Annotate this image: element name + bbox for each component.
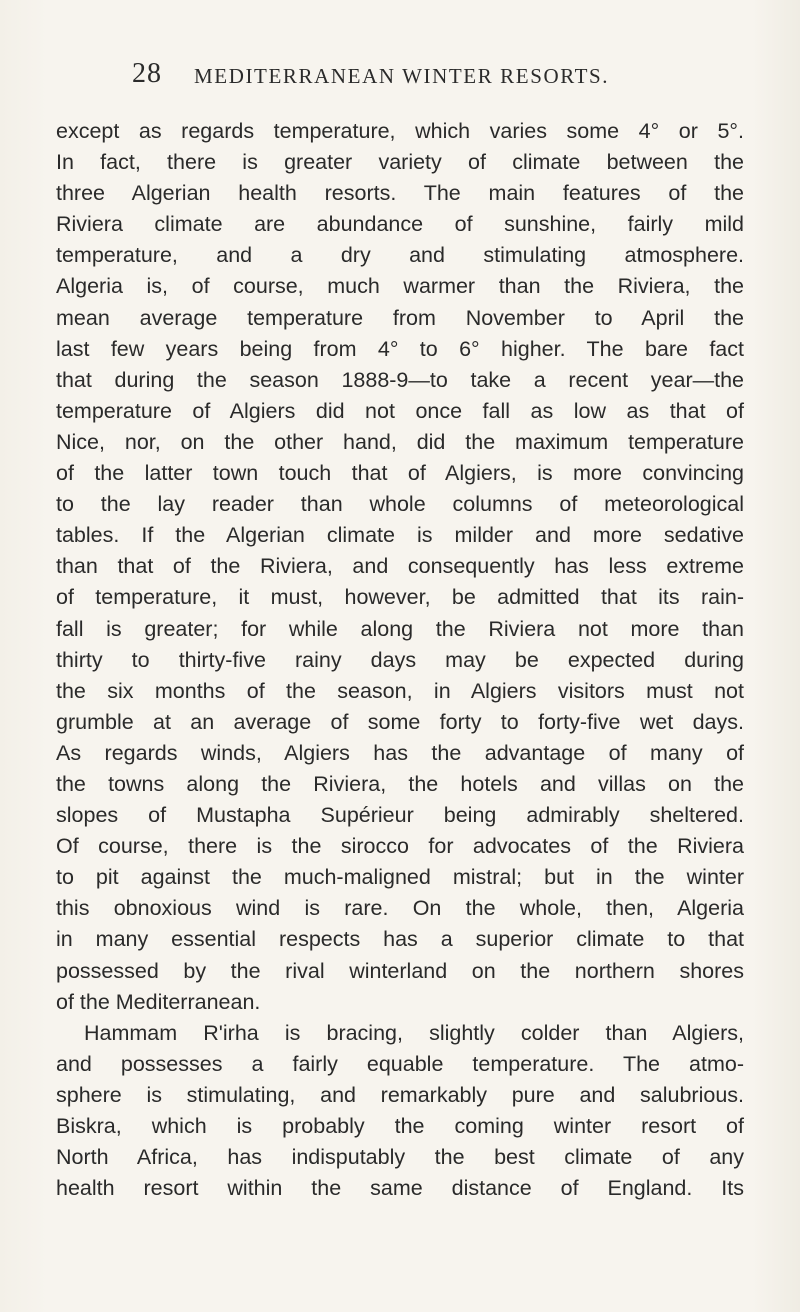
- text-line: that during the season 1888-9—to take a recent year—the: [56, 367, 744, 392]
- paragraph-start-line: Hammam R'irha is bracing, slightly colder than Algiers,: [84, 1020, 744, 1045]
- paragraph-end-line: of the Mediterranean.: [56, 989, 261, 1014]
- text-line: last few years being from 4° to 6° higher. The bare fact: [56, 336, 744, 361]
- text-line: thirty to thirty-five rainy days may be expected during: [56, 647, 744, 672]
- text-line: tables. If the Algerian climate is milder and more sedative: [56, 523, 744, 548]
- text-line: In fact, there is greater variety of climate between the: [56, 150, 744, 175]
- text-line: of temperature, it must, however, be admitted that its rain-: [56, 585, 744, 610]
- body-text: [56, 116, 744, 1204]
- page-header: [132, 58, 692, 94]
- text-line: the six months of the season, in Algiers visitors must not: [56, 678, 744, 703]
- text-line: Algeria is, of course, much warmer than the Riviera, the: [56, 274, 744, 299]
- text-line: Riviera climate are abundance of sunshine, fairly mild: [56, 212, 744, 237]
- text-line: to the lay reader than whole columns of meteorological: [56, 492, 744, 517]
- text-line: Nice, nor, on the other hand, did the maximum temperature: [56, 429, 744, 454]
- text-line: slopes of Mustapha Supérieur being admirably sheltered.: [56, 803, 744, 828]
- text-line: fall is greater; for while along the Riviera not more than: [56, 616, 744, 641]
- text-line: As regards winds, Algiers has the advantage of many of: [56, 740, 744, 765]
- text-line: temperature of Algiers did not once fall as low as that of: [56, 398, 744, 423]
- text-line: Biskra, which is probably the coming winter resort of: [56, 1114, 744, 1138]
- text-line: than that of the Riviera, and consequently has less extreme: [56, 554, 744, 579]
- text-line: to pit against the much-maligned mistral; but in the winter: [56, 865, 744, 890]
- text-line: and possesses a fairly equable temperature. The atmo-: [56, 1051, 744, 1076]
- text-line: this obnoxious wind is rare. On the whole, then, Algeria: [56, 896, 744, 921]
- text-line: of the latter town touch that of Algiers, is more convincing: [56, 461, 744, 486]
- text-line: North Africa, has indisputably the best climate of any: [56, 1145, 744, 1170]
- text-line: the towns along the Riviera, the hotels and villas on the: [56, 771, 744, 796]
- running-head: MEDITERRANEAN WINTER RESORTS.: [194, 64, 610, 88]
- text-line: health resort within the same distance of England. Its: [56, 1176, 744, 1201]
- text-line: in many essential respects has a superior climate to that: [56, 927, 744, 952]
- text-line: mean average temperature from November to April the: [56, 305, 744, 330]
- text-line: sphere is stimulating, and remarkably pure and salubrious.: [56, 1082, 744, 1107]
- text-line: grumble at an average of some forty to forty-five wet days.: [56, 709, 744, 734]
- page-number: 28: [132, 58, 162, 89]
- text-line: Of course, there is the sirocco for advocates of the Riviera: [56, 834, 744, 859]
- text-line: except as regards temperature, which varies some 4° or 5°.: [56, 119, 744, 143]
- text-line: possessed by the rival winterland on the northern shores: [56, 958, 744, 983]
- text-line: temperature, and a dry and stimulating atmosphere.: [56, 243, 744, 268]
- text-line: three Algerian health resorts. The main features of the: [56, 181, 744, 206]
